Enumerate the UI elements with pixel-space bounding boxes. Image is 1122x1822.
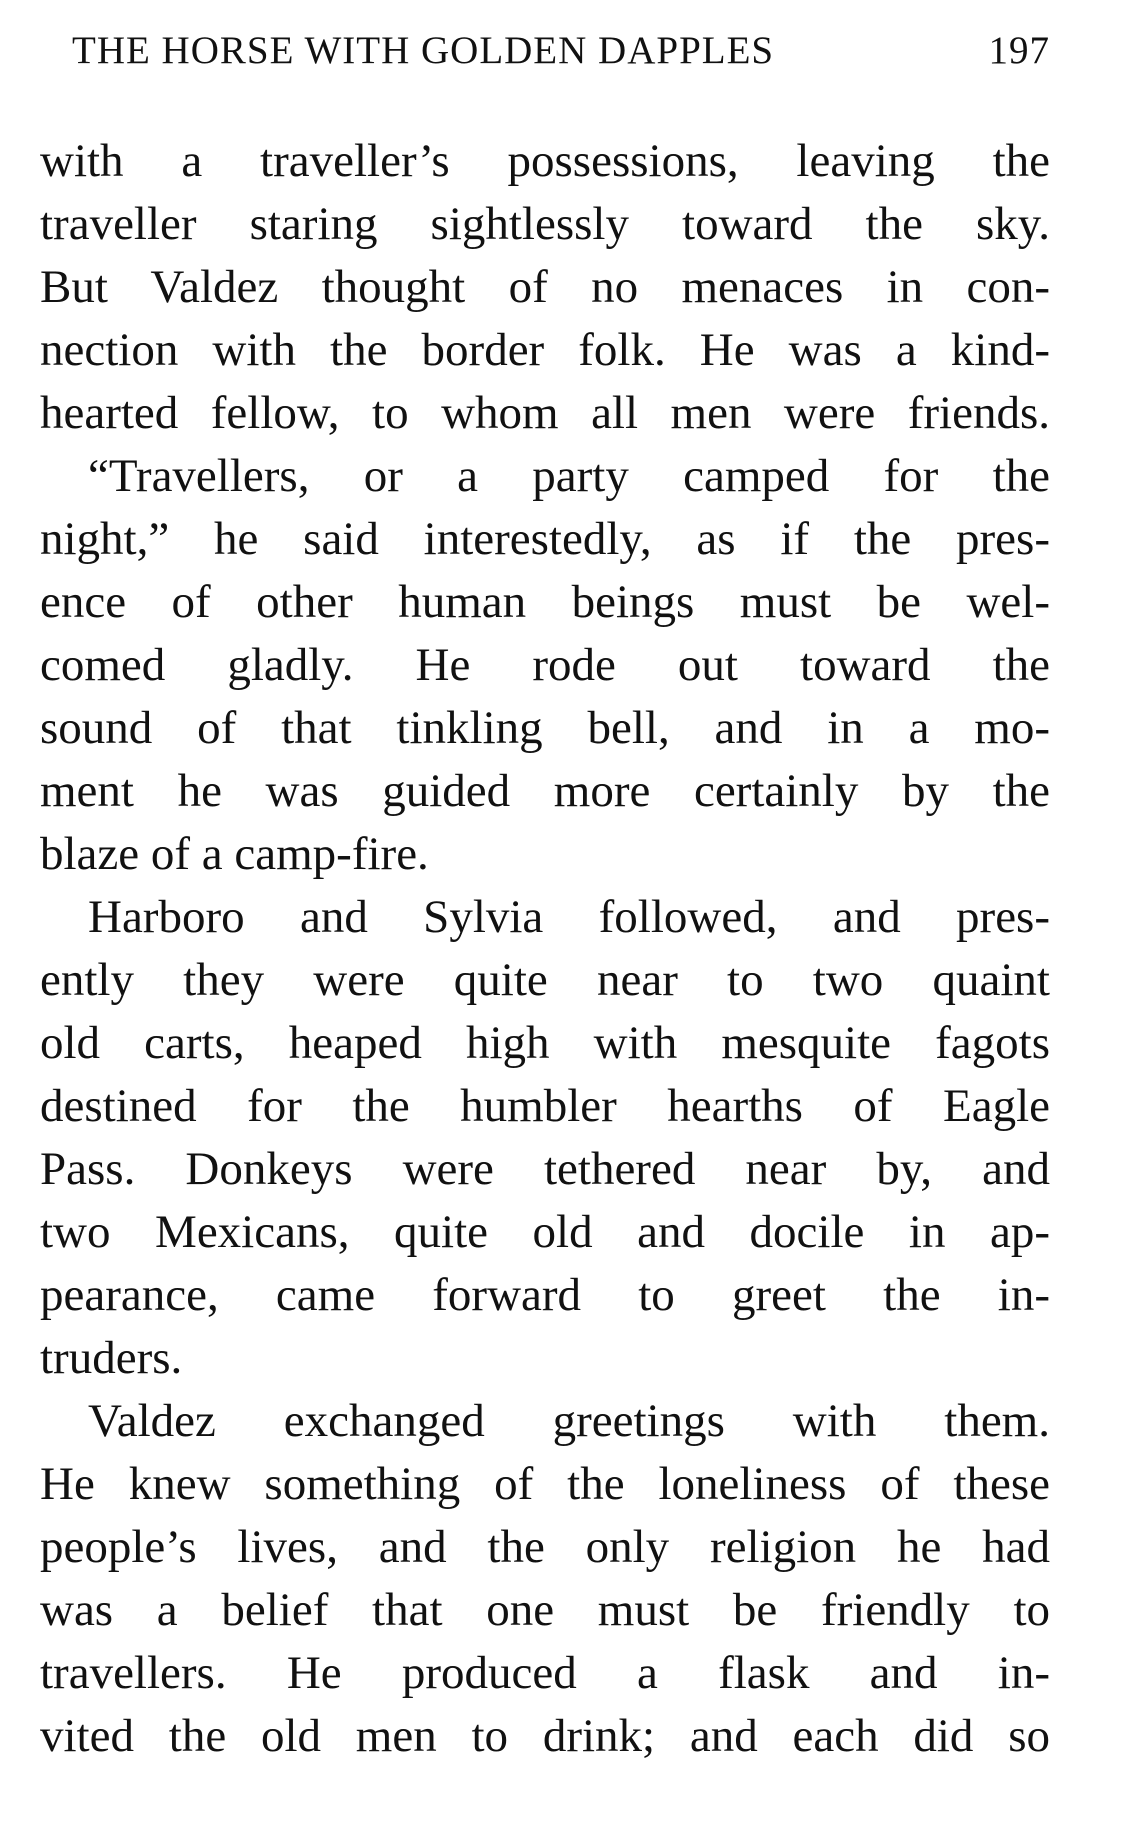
text-line: was a belief that one must be friendly to [40,1584,1050,1636]
text-line: Pass. Donkeys were tethered near by, and [40,1143,1050,1195]
text-line: nection with the border folk. He was a kind- [40,324,1050,376]
chapter-title: THE HORSE WITH GOLDEN DAPPLES [72,29,775,72]
text-line: night,” he said interestedly, as if the pres- [40,513,1050,565]
body-text [40,130,1050,1768]
book-page [40,22,1050,1768]
text-line: destined for the humbler hearths of Eagle [40,1080,1050,1132]
text-line: “Travellers, or a party camped for the [88,450,1050,502]
text-line: comed gladly. He rode out toward the [40,639,1050,691]
text-line: old carts, heaped high with mesquite fagots [40,1017,1050,1069]
text-line: ence of other human beings must be wel- [40,576,1050,628]
text-line: with a traveller’s possessions, leaving the [40,135,1050,187]
text-line: Valdez exchanged greetings with them. [88,1395,1050,1447]
running-head [40,22,1050,80]
text-line: vited the old men to drink; and each did so [40,1710,1050,1762]
page-number: 197 [988,29,1050,72]
text-line: But Valdez thought of no menaces in con- [40,261,1050,313]
text-line: two Mexicans, quite old and docile in ap- [40,1206,1050,1258]
text-line: hearted fellow, to whom all men were friends. [40,387,1050,439]
text-line: ment he was guided more certainly by the [40,765,1050,817]
text-line: travellers. He produced a flask and in- [40,1647,1050,1699]
text-line: people’s lives, and the only religion he had [40,1521,1050,1573]
text-line: ently they were quite near to two quaint [40,954,1050,1006]
text-line: sound of that tinkling bell, and in a mo- [40,702,1050,754]
text-line: truders. [40,1332,183,1384]
text-line: Harboro and Sylvia followed, and pres- [88,891,1050,943]
text-line: pearance, came forward to greet the in- [40,1269,1050,1321]
text-line: blaze of a camp-fire. [40,828,429,880]
text-line: He knew something of the loneliness of these [40,1458,1050,1510]
text-line: traveller staring sightlessly toward the sky. [40,198,1050,250]
